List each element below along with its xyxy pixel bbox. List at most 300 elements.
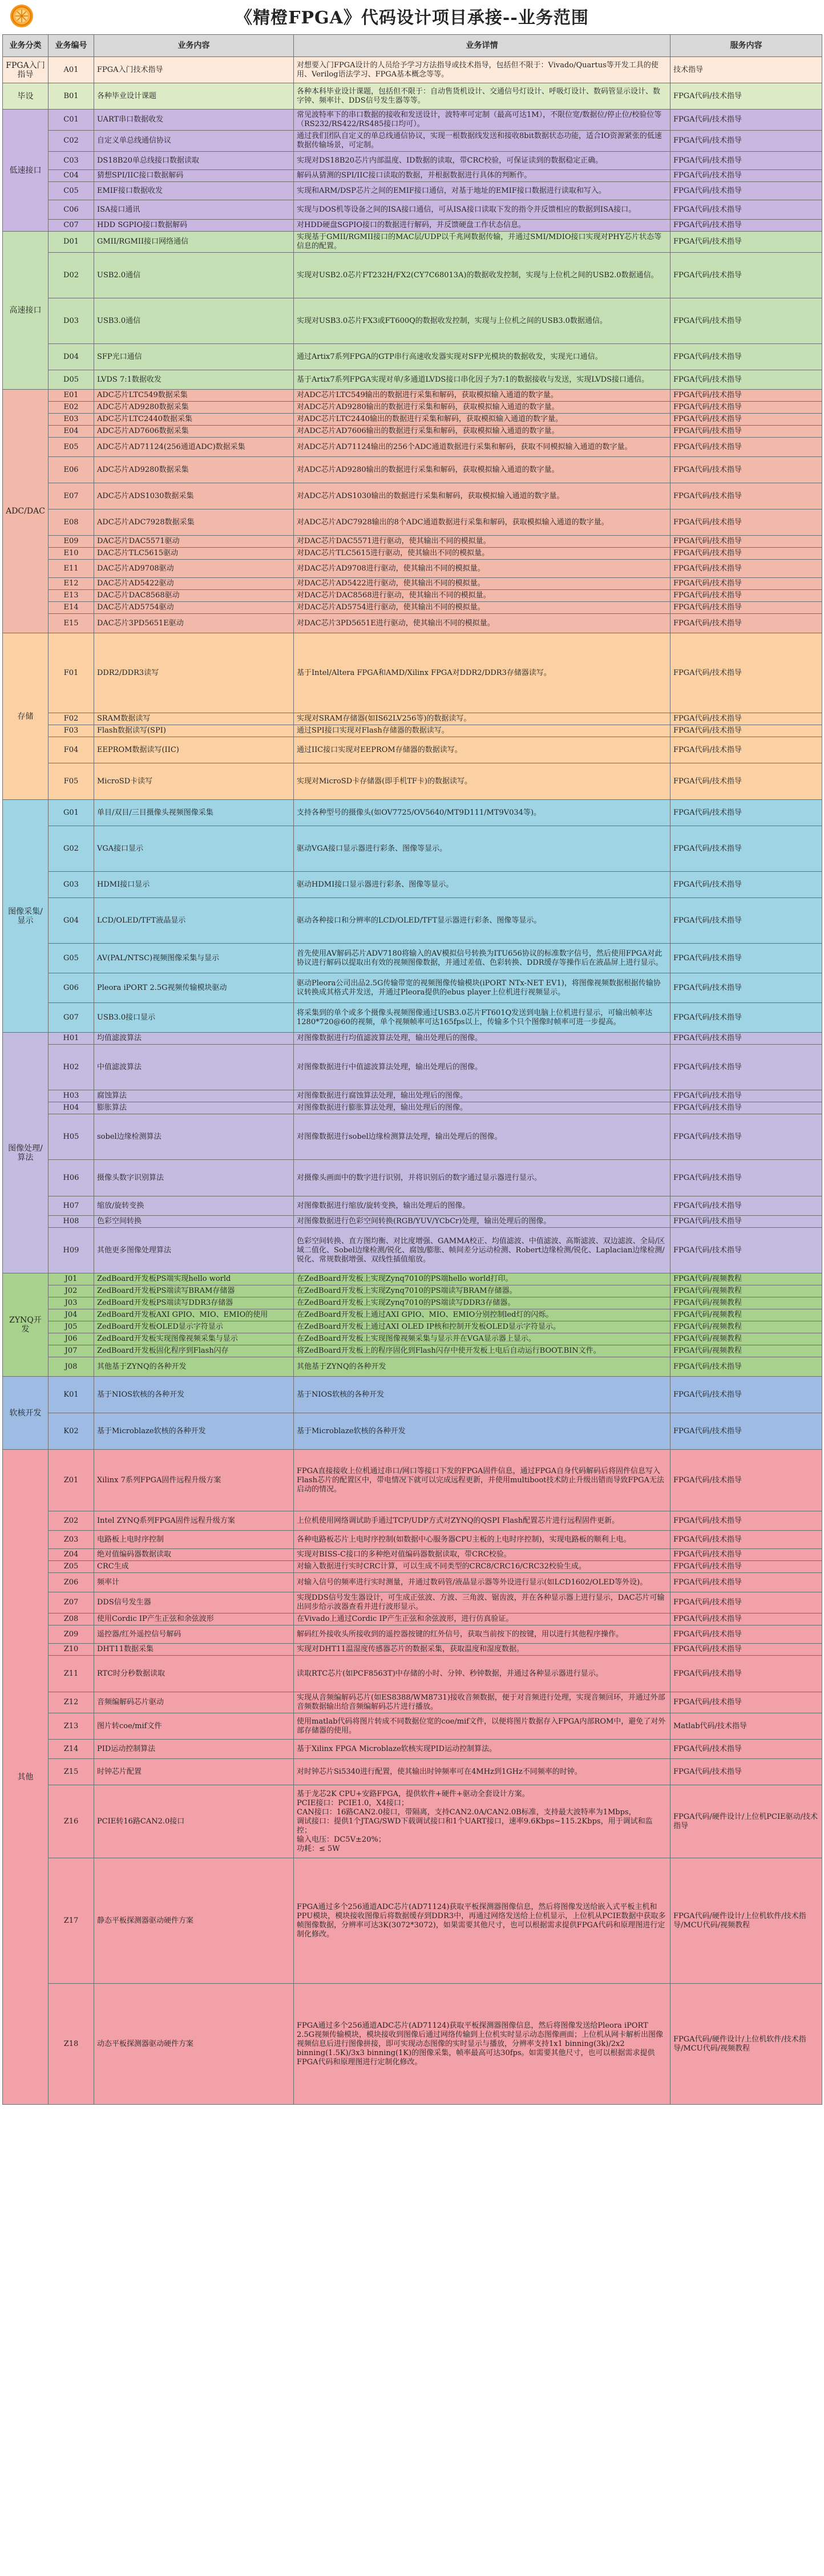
code-cell: E06 [49,457,94,483]
detail-cell: 对DAC芯片AD9708进行驱动，使其输出不同的模拟量。 [294,560,670,578]
item-cell: 摄像头数字识别算法 [94,1160,294,1196]
table-body [3,57,822,2105]
detail-cell: 在ZedBoard开发板上实现Zynq7010的PS端读写BRAM存储器。 [294,1285,670,1297]
code-cell: E07 [49,483,94,509]
service-cell: FPGA代码/技术指导 [670,83,822,110]
table-row [3,1309,822,1321]
code-cell: Z12 [49,1692,94,1713]
code-cell: D04 [49,344,94,370]
detail-cell: 在ZedBoard开发板上实现Zynq7010的PS端hello world打印。 [294,1273,670,1285]
code-cell: J01 [49,1273,94,1285]
service-cell: FPGA代码/视频教程 [670,1321,822,1333]
table-row [3,1297,822,1309]
service-cell: FPGA代码/技术指导 [670,1531,822,1549]
category-cell: 毕设 [3,83,49,110]
item-cell: LVDS 7:1数据收发 [94,370,294,390]
detail-cell: 在ZedBoard开发板上实现Zynq7010的PS端读写DDR3存储器。 [294,1297,670,1309]
item-cell: 均值滤波算法 [94,1033,294,1045]
table-row [3,1160,822,1196]
code-cell: Z06 [49,1573,94,1592]
item-cell: DDR2/DDR3读写 [94,633,294,713]
item-cell: ZedBoard开发板PS端读写DDR3存储器 [94,1297,294,1309]
item-cell: 腐蚀算法 [94,1090,294,1102]
detail-cell: 对图像数据进行均值滤波算法处理，输出处理后的图像。 [294,1033,670,1045]
service-cell: FPGA代码/技术指导 [670,509,822,536]
item-cell: 频率计 [94,1573,294,1592]
service-cell: FPGA代码/技术指导 [670,1549,822,1561]
table-row [3,1592,822,1613]
item-cell: 静态平板探测器驱动硬件方案 [94,1858,294,1984]
detail-cell: 实现DDS信号发生器设计，可生成正弦波、方波、三角波、锯齿波，并在各种显示器上进行显示，DAC芯片可输出同步给示波器查看并进行波形显示。 [294,1592,670,1613]
service-cell: FPGA代码/技术指导 [670,1573,822,1592]
header-item: 业务内容 [94,35,294,57]
item-cell: ADC芯片LTC2440数据采集 [94,414,294,426]
code-cell: C01 [49,110,94,131]
business-scope-table [2,34,822,2105]
detail-cell: 常见波特率下的串口数据的接收和发送设计，波特率可定制（最高可达1M），不限位宽/数据位/停止位/校验位等（RS232/RS422/RS485接口均可）。 [294,110,670,131]
item-cell: PID运动控制算法 [94,1740,294,1759]
item-cell: ADC芯片AD71124(256通道ADC)数据采集 [94,438,294,457]
table-row [3,57,822,83]
category-cell: 低速接口 [3,110,49,232]
detail-cell: 使用matlab代码将图片转成不同数据位宽的coe/mif文件，以便将图片数据存入FPGA内部ROM中，避免了对外部存储器的使用。 [294,1713,670,1740]
table-row [3,220,822,232]
service-cell: FPGA代码/技术指导 [670,414,822,426]
detail-cell: 对ADC芯片LTC2440输出的数据进行采集和解码，获取模拟输入通道的数字量。 [294,414,670,426]
item-cell: ZedBoard开发板实现图像视频采集与显示 [94,1333,294,1345]
service-cell: FPGA代码/技术指导 [670,390,822,402]
item-cell: GMII/RGMII接口网络通信 [94,232,294,253]
service-cell: FPGA代码/技术指导 [670,1656,822,1692]
code-cell: E14 [49,602,94,614]
service-cell: FPGA代码/技术指导 [670,232,822,253]
service-cell: FPGA代码/硬件设计/上位机软件/技术指导/MCU代码/视频教程 [670,1984,822,2105]
detail-cell: 对ADC芯片AD9280输出的数据进行采集和解码，获取模拟输入通道的数字量。 [294,402,670,414]
item-cell: ADC芯片AD7606数据采集 [94,426,294,438]
table-row [3,83,822,110]
code-cell: E10 [49,548,94,560]
item-cell: Xilinx 7系列FPGA固件远程升级方案 [94,1450,294,1511]
item-cell: HDD SGPIO接口数据解码 [94,220,294,232]
code-cell: H05 [49,1114,94,1160]
service-cell: FPGA代码/技术指导 [670,826,822,872]
item-cell: 各种毕业设计课题 [94,83,294,110]
table-row [3,509,822,536]
detail-cell: 对ADC芯片ADS1030输出的数据进行采集和解码，获取模拟输入通道的数字量。 [294,483,670,509]
table-row [3,1357,822,1377]
code-cell: E13 [49,590,94,602]
item-cell: sobel边缘检测算法 [94,1114,294,1160]
detail-cell: 对想要入门FPGA设计的人员给予学习方法指导或技术指导，包括但不限于：Vivado/Quartus等开发工具的使用、Verilog语法学习、FPGA基本概念等等。 [294,57,670,83]
detail-cell: 对图像数据进行腐蚀算法处理，输出处理后的图像。 [294,1090,670,1102]
detail-cell: 驱动各种接口和分辨率的LCD/OLED/TFT显示器进行彩条、图像等显示。 [294,898,670,944]
item-cell: Intel ZYNQ系列FPGA固件远程升级方案 [94,1511,294,1531]
table-row [3,1333,822,1345]
code-cell: H08 [49,1216,94,1228]
code-cell: H09 [49,1228,94,1273]
detail-cell: FPGA通过多个256通道ADC芯片(AD71124)获取平板探测器图像信息，然后将图像发送给嵌入式平板主机和PPU模块，模块接收图像后将数据缓存到DDR3中，再通过网络发送给上位机显示，上位机从PCIE数据中获取多帧图像数据，分辨率可达3K(3072*3072)，如果需要其他尺寸，也可以根据需求提供FPGA代码和原理图进行定制化修改。 [294,1858,670,1984]
table-row [3,826,822,872]
service-cell: FPGA代码/技术指导 [670,1692,822,1713]
item-cell: DS18B20单总线接口数据读取 [94,152,294,170]
category-cell: 图像采集/显示 [3,800,49,1033]
table-row [3,725,822,737]
detail-cell: 对ADC芯片AD7606输出的数据进行采集和解码，获取模拟输入通道的数字量。 [294,426,670,438]
detail-cell: 驱动Pleora公司出品2.5G传输带宽的视频图像传输模块(iPORT NTx-NET EV1)，将图像视频数据根据传输协议转换成其格式并发送，并通过Pleora提供的ebus player上位机进行视频显示。 [294,973,670,1003]
item-cell: 图片转coe/mif文件 [94,1713,294,1740]
code-cell: Z18 [49,1984,94,2105]
detail-cell: 对DAC芯片TLC5615进行驱动，使其输出不同的模拟量。 [294,548,670,560]
detail-cell: 实现从音频编解码芯片(如ES8388/WM8731)接收音频数据，便于对音频进行处理，实现音频回环，并通过外部音频数据输出给音频编解码芯片进行播放。 [294,1692,670,1713]
item-cell: MicroSD卡读写 [94,763,294,800]
code-cell: E05 [49,438,94,457]
service-cell: FPGA代码/技术指导 [670,578,822,590]
item-cell: ISA接口通讯 [94,200,294,220]
code-cell: C05 [49,182,94,200]
header-row [3,35,822,57]
code-cell: G01 [49,800,94,826]
detail-cell: 基于Intel/Altera FPGA和AMD/Xilinx FPGA对DDR2/DDR3存储器读写。 [294,633,670,713]
table-row [3,483,822,509]
detail-cell: 基于NIOS软核的各种开发 [294,1377,670,1413]
item-cell: ADC芯片AD9280数据采集 [94,402,294,414]
detail-cell: 驱动VGA接口显示器进行彩条、图像等显示。 [294,826,670,872]
service-cell: Matlab代码/技术指导 [670,1713,822,1740]
detail-cell: 对图像数据进行色彩空间转换(RGB/YUV/YCbCr)处理，输出处理后的图像。 [294,1216,670,1228]
code-cell: E15 [49,614,94,633]
detail-cell: 各种本科毕业设计课题，包括但不限于：自动售货机设计、交通信号灯设计、呼吸灯设计、数码管显示设计、数字钟、频率计、DDS信号发生器等等。 [294,83,670,110]
table-row [3,1644,822,1656]
table-row [3,232,822,253]
category-cell: 存储 [3,633,49,800]
table-row [3,560,822,578]
detail-cell: 实现对SRAM存储器(如IS62LV256等)的数据读写。 [294,713,670,725]
detail-cell: 对DAC芯片DAC8568进行驱动，使其输出不同的模拟量。 [294,590,670,602]
detail-cell: 首先使用AV解码芯片ADV7180将输入的AV模拟信号转换为ITU656协议的标准数字信号，然后使用FPGA对此协议进行解码以提取出有效的视频图像数据，并通过差值、色彩转换、DDR缓存等操作后在液晶屏上进行显示。 [294,944,670,973]
item-cell: ZedBoard开发板固化程序到Flash闪存 [94,1345,294,1357]
header-detail: 业务详情 [294,35,670,57]
table-row [3,800,822,826]
item-cell: ZedBoard开发板PS端实现hello world [94,1273,294,1285]
service-cell: FPGA代码/技术指导 [670,170,822,182]
service-cell: FPGA代码/技术指导 [670,1357,822,1377]
item-cell: 绝对值编码器数据读取 [94,1549,294,1561]
code-cell: D05 [49,370,94,390]
code-cell: D03 [49,298,94,344]
service-cell: FPGA代码/技术指导 [670,898,822,944]
table-row [3,1984,822,2105]
detail-cell: 解码从猜测的SPI/IIC接口读取的数据，并根据数据进行具体的判断作。 [294,170,670,182]
page-title: 《精橙FPGA》代码设计项目承接--业务范围 [235,8,589,28]
detail-cell: 对HDD硬盘SGPIO接口的数据进行解码，并反馈硬盘工作状态信息。 [294,220,670,232]
service-cell: FPGA代码/技术指导 [670,725,822,737]
item-cell: 膨胀算法 [94,1102,294,1114]
item-cell: SFP光口通信 [94,344,294,370]
item-cell: EMIF接口数据收发 [94,182,294,200]
item-cell: 基于NIOS软核的各种开发 [94,1377,294,1413]
service-cell: FPGA代码/技术指导 [670,200,822,220]
service-cell: FPGA代码/技术指导 [670,1090,822,1102]
service-cell: FPGA代码/硬件设计/上位机软件/技术指导/MCU代码/视频教程 [670,1858,822,1984]
service-cell: FPGA代码/技术指导 [670,1592,822,1613]
code-cell: C04 [49,170,94,182]
code-cell: H03 [49,1090,94,1102]
table-row [3,944,822,973]
code-cell: A01 [49,57,94,83]
service-cell: FPGA代码/技术指导 [670,536,822,548]
code-cell: H06 [49,1160,94,1196]
table-row [3,602,822,614]
service-cell: FPGA代码/技术指导 [670,737,822,763]
table-row [3,152,822,170]
service-cell: FPGA代码/技术指导 [670,763,822,800]
detail-cell: 对摄像头画面中的数字进行识别，并将识别后的数字通过显示器进行显示。 [294,1160,670,1196]
item-cell: DAC芯片3PD5651E驱动 [94,614,294,633]
detail-cell: 对ADC芯片LTC549输出的数据进行采集和解码，获取模拟输入通道的数字量。 [294,390,670,402]
code-cell: F02 [49,713,94,725]
detail-cell: 实现对BISS-C接口的多种绝对值编码器数据读取，带CRC校验。 [294,1549,670,1561]
item-cell: VGA接口显示 [94,826,294,872]
detail-cell: FPGA直接接收上位机通过串口/网口等接口下发的FPGA固件信息，通过FPGA自身代码解码后将固件信息写入Flash芯片的配置区中，带电情况下就可以完成远程更新，并使用multiboot技术防止升级出错而导致FPGA无法启动的情况。 [294,1450,670,1511]
code-cell: Z04 [49,1549,94,1561]
item-cell: UART串口数据收发 [94,110,294,131]
item-cell: AV(PAL/NTSC)视频图像采集与显示 [94,944,294,973]
table-row [3,1102,822,1114]
table-row [3,536,822,548]
code-cell: J02 [49,1285,94,1297]
table-row [3,1573,822,1592]
service-cell: FPGA代码/技术指导 [670,614,822,633]
item-cell: ADC芯片AD9280数据采集 [94,457,294,483]
table-row [3,200,822,220]
detail-cell: 实现对USB3.0芯片FX3或FT600Q的数据收发控制，实现与上位机之间的USB3.0数据通信。 [294,298,670,344]
item-cell: DHT11数据采集 [94,1644,294,1656]
code-cell: Z08 [49,1613,94,1625]
table-row [3,1511,822,1531]
table-row [3,457,822,483]
service-cell: FPGA代码/技术指导 [670,1228,822,1273]
service-cell: FPGA代码/技术指导 [670,800,822,826]
service-cell: FPGA代码/技术指导 [670,560,822,578]
item-cell: DAC芯片AD9708驱动 [94,560,294,578]
detail-cell: 对图像数据进行膨胀算法处理，输出处理后的图像。 [294,1102,670,1114]
detail-cell: 基于龙芯2K CPU+安路FPGA，提供软件+硬件+驱动全套设计方案。 PCIE接口：PCIE1.0，X4接口； CAN接口：16路CAN2.0接口，带隔离，支持CAN2.0A/CAN2.0B标准，支持最大波特率为1Mbps， 调试接口：提供1个JTAG/SWD下载调试接口和1个UART接口，速率9.6Kbps~115.2Kbps，用于调试和监控； 输入电压：DC5V±20%； 功耗：≤ 5W [294,1785,670,1858]
service-cell: FPGA代码/视频教程 [670,1285,822,1297]
item-cell: USB3.0接口显示 [94,1003,294,1033]
code-cell: Z17 [49,1858,94,1984]
table-row [3,1377,822,1413]
item-cell: PCIE转16路CAN2.0接口 [94,1785,294,1858]
detail-cell: 驱动HDMI接口显示器进行彩条、图像等显示。 [294,872,670,898]
code-cell: H02 [49,1045,94,1090]
category-cell: FPGA入门指导 [3,57,49,83]
detail-cell: 对ADC芯片ADC7928输出的8个ADC通道数据进行采集和解码，获取模拟输入通道的数字量。 [294,509,670,536]
code-cell: G04 [49,898,94,944]
code-cell: H07 [49,1196,94,1216]
table-header [3,35,822,57]
detail-cell: 对图像数据进行sobel边缘检测算法处理，输出处理后的图像。 [294,1114,670,1160]
table-row [3,1713,822,1740]
table-row [3,1321,822,1333]
table-row [3,1285,822,1297]
table-row [3,131,822,152]
code-cell: C07 [49,220,94,232]
service-cell: FPGA代码/技术指导 [670,253,822,298]
table-row [3,1613,822,1625]
service-cell: FPGA代码/技术指导 [670,1759,822,1785]
service-cell: FPGA代码/技术指导 [670,713,822,725]
detail-cell: 读取RTC芯片(如PCF8563T)中存储的小时、分钟、秒钟数据，并通过各种显示器进行显示。 [294,1656,670,1692]
code-cell: D02 [49,253,94,298]
table-row [3,1692,822,1713]
service-cell: FPGA代码/技术指导 [670,1450,822,1511]
service-cell: FPGA代码/技术指导 [670,1377,822,1413]
service-cell: FPGA代码/技术指导 [670,1003,822,1033]
table-row [3,898,822,944]
detail-cell: 实现对DHT11温湿度传感器芯片的数据采集，获取温度和湿度数据。 [294,1644,670,1656]
service-cell: FPGA代码/视频教程 [670,1333,822,1345]
table-row [3,110,822,131]
item-cell: 单目/双目/三目摄像头视频图像采集 [94,800,294,826]
header-code: 业务编号 [49,35,94,57]
code-cell: J07 [49,1345,94,1357]
item-cell: DAC芯片DAC5571驱动 [94,536,294,548]
code-cell: G05 [49,944,94,973]
table-row [3,1228,822,1273]
item-cell: USB3.0通信 [94,298,294,344]
item-cell: LCD/OLED/TFT液晶显示 [94,898,294,944]
detail-cell: 基于Artix7系列FPGA实现对单/多通道LVDS接口串化因子为7:1的数据接收与发送，实现LVDS接口通信。 [294,370,670,390]
table-row [3,872,822,898]
code-cell: E03 [49,414,94,426]
detail-cell: 对输入数据进行实时CRC计算，可以生成不同类型的CRC8/CRC16/CRC32校验生成。 [294,1561,670,1573]
detail-cell: 将采集到的单个或多个摄像头视频图像通过USB3.0芯片FT601Q发送到电脑上位机进行显示，可输出帧率达1280*720@60的视频，单个视频帧率可达165fps以上，传输多个只个图像时帧率可进一步提高。 [294,1003,670,1033]
code-cell: E11 [49,560,94,578]
service-cell: FPGA代码/技术指导 [670,182,822,200]
table-row [3,1549,822,1561]
service-cell: FPGA代码/技术指导 [670,483,822,509]
detail-cell: 实现对USB2.0芯片FT232H/FX2(CY7C68013A)的数据收发控制，实现与上位机之间的USB2.0数据通信。 [294,253,670,298]
code-cell: G06 [49,973,94,1003]
detail-cell: 基于Microblaze软核的各种开发 [294,1413,670,1450]
table-row [3,1413,822,1450]
table-row [3,390,822,402]
item-cell: Flash数据读写(SPI) [94,725,294,737]
item-cell: 自定义单总线通信协议 [94,131,294,152]
table-row [3,737,822,763]
table-row [3,713,822,725]
detail-cell: 其他基于ZYNQ的各种开发 [294,1357,670,1377]
detail-cell: 对时钟芯片Si5340进行配置，使其输出时钟频率可在4MHz到1GHz不同频率的时钟。 [294,1759,670,1785]
table-row [3,370,822,390]
item-cell: ADC芯片LTC549数据采集 [94,390,294,402]
item-cell: 其他更多图像处理算法 [94,1228,294,1273]
table-row [3,1740,822,1759]
item-cell: 动态平板探测器驱动硬件方案 [94,1984,294,2105]
code-cell: K01 [49,1377,94,1413]
detail-cell: 通过SPI接口实现对Flash存储器的数据读写。 [294,725,670,737]
table-row [3,1561,822,1573]
code-cell: C02 [49,131,94,152]
detail-cell: FPGA通过多个256通道ADC芯片(AD71124)获取平板探测器图像信息，然后将图像发送给Pleora iPORT 2.5G视频传输模块，模块接收到图像后通过网络传输到上位机实时显示动态图像画面；上位机从网卡解析出图像视频信息后进行图像拼接，即可实现动态图像的实时显示与播放，分辨率支持1x1 binning(3k)/2x2 binning(1.5K)/3x3 binning(1K)的图像采集，帧率最高可达30fps。如需要其他尺寸，也可以根据需求提供FPGA代码和原理图进行定制化修改。 [294,1984,670,2105]
item-cell: SRAM数据读写 [94,713,294,725]
service-cell: FPGA代码/技术指导 [670,131,822,152]
table-row [3,633,822,713]
service-cell: FPGA代码/技术指导 [670,1644,822,1656]
detail-cell: 通过IIC接口实现对EEPROM存储器的数据读写。 [294,737,670,763]
item-cell: ADC芯片ADC7928数据采集 [94,509,294,536]
item-cell: ZedBoard开发板OLED显示字符显示 [94,1321,294,1333]
detail-cell: 在ZedBoard开发板上通过AXI GPIO、MIO、EMIO分别控制led灯的闪烁。 [294,1309,670,1321]
service-cell: FPGA代码/视频教程 [670,1309,822,1321]
code-cell: F01 [49,633,94,713]
service-cell: FPGA代码/技术指导 [670,872,822,898]
table-row [3,1531,822,1549]
table-row [3,1045,822,1090]
table-row [3,1216,822,1228]
detail-cell: 解码红外接收头所接收到的遥控器按键的红外信号，获取当前按下的按键，用以进行其他程序操作。 [294,1625,670,1644]
item-cell: RTC时分秒数据读取 [94,1656,294,1692]
code-cell: E02 [49,402,94,414]
table-row [3,614,822,633]
code-cell: J08 [49,1357,94,1377]
code-cell: Z14 [49,1740,94,1759]
service-cell: FPGA代码/技术指导 [670,1413,822,1450]
detail-cell: 对输入信号的频率进行实时测量，并通过数码管/液晶显示器等外设进行显示(如LCD1602/OLED等外设)。 [294,1573,670,1592]
code-cell: E12 [49,578,94,590]
service-cell: FPGA代码/技术指导 [670,590,822,602]
item-cell: HDMI接口显示 [94,872,294,898]
table-row [3,402,822,414]
table-row [3,1273,822,1285]
detail-cell: 色彩空间转换、直方图均衡、对比度增强、GAMMA校正、均值滤波、中值滤波、高斯滤波、双边滤波、全局/区域二值化、Sobel边缘检测/锐化、腐蚀/膨胀、帧间差分运动检测、Robert边缘检测/锐化、Laplacian边缘检测/锐化、常规数据增强、双线性插值缩放。 [294,1228,670,1273]
item-cell: 时钟芯片配置 [94,1759,294,1785]
service-cell: FPGA代码/技术指导 [670,426,822,438]
item-cell: DDS信号发生器 [94,1592,294,1613]
service-cell: FPGA代码/技术指导 [670,1196,822,1216]
code-cell: J03 [49,1297,94,1309]
item-cell: 色彩空间转换 [94,1216,294,1228]
category-cell: ZYNQ开发 [3,1273,49,1377]
service-cell: 技术指导 [670,57,822,83]
item-cell: 中值滤波算法 [94,1045,294,1090]
header-service: 服务内容 [670,35,822,57]
detail-cell: 通过Artix7系列FPGA的GTP串行高速收发器实现对SFP光模块的数据收发，实现光口通信。 [294,344,670,370]
item-cell: EEPROM数据读写(IIC) [94,737,294,763]
detail-cell: 在ZedBoard开发板上通过AXI OLED IP核和控制开发板OLED显示字符显示。 [294,1321,670,1333]
table-row [3,298,822,344]
service-cell: FPGA代码/技术指导 [670,1102,822,1114]
item-cell: 遥控器/红外遥控信号解码 [94,1625,294,1644]
code-cell: B01 [49,83,94,110]
code-cell: G07 [49,1003,94,1033]
code-cell: G03 [49,872,94,898]
service-cell: FPGA代码/技术指导 [670,1561,822,1573]
detail-cell: 基于Xilinx FPGA Microblaze软核实现PID运动控制算法。 [294,1740,670,1759]
table-row [3,1196,822,1216]
table-row [3,182,822,200]
table-row [3,1450,822,1511]
item-cell: DAC芯片AD5754驱动 [94,602,294,614]
detail-cell: 各种电路板芯片上电时序控制(如数据中心服务器CPU主板的上电时序控制)，实现电路板的顺利上电。 [294,1531,670,1549]
code-cell: Z01 [49,1450,94,1511]
code-cell: E09 [49,536,94,548]
detail-cell: 对ADC芯片AD9280输出的数据进行采集和解码，获取模拟输入通道的数字量。 [294,457,670,483]
item-cell: FPGA入门技术指导 [94,57,294,83]
category-cell: 高速接口 [3,232,49,390]
table-row [3,548,822,560]
table-row [3,253,822,298]
